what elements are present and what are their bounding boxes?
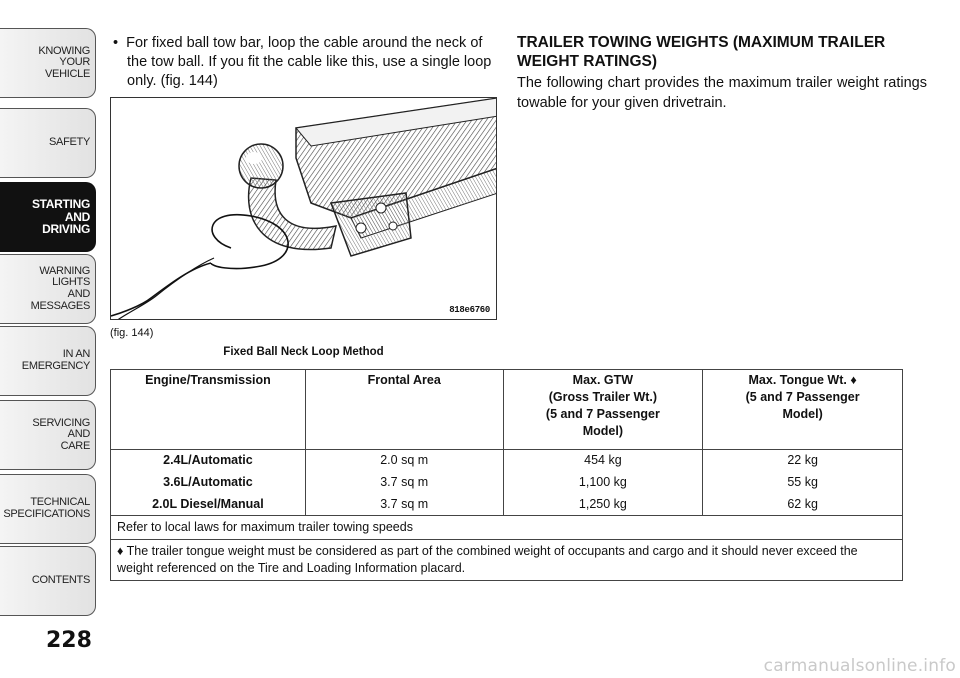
bullet-text: For fixed ball tow bar, loop the cable around the neck of the tow ball. If you fit the cable like this, use a single loop only. (fig. 144): [126, 35, 492, 89]
figure-reference: (fig. 144): [110, 327, 154, 339]
watermark: carmanualsonline.info: [763, 656, 956, 676]
instruction-bullet: [113, 34, 503, 91]
table-note-row: [111, 540, 903, 581]
note-towing-speeds: Refer to local laws for maximum trailer towing speeds: [111, 516, 903, 540]
tab-label: CONTENTS: [31, 574, 90, 587]
cell-engine: 2.0L Diesel/Manual: [111, 494, 306, 516]
table-row: [111, 472, 903, 494]
table-row: [111, 494, 903, 516]
bullet-mark: •: [113, 35, 119, 51]
tab-in-an-emergency[interactable]: [0, 326, 96, 396]
header-max-tongue-weight: Max. Tongue Wt. ♦ (5 and 7 Passenger Model): [703, 370, 903, 450]
tab-label: IN AN EMERGENCY: [21, 348, 90, 372]
cell-frontal-area: 3.7 sq m: [305, 494, 503, 516]
table-row: [111, 450, 903, 472]
tab-servicing-and-care[interactable]: [0, 400, 96, 470]
tab-warning-lights[interactable]: [0, 254, 96, 324]
tab-label: TECHNICAL SPECIFICATIONS: [3, 496, 90, 520]
header-max-gtw: Max. GTW (Gross Trailer Wt.) (5 and 7 Passenger Model): [503, 370, 703, 450]
cell-tongue-weight: 22 kg: [703, 450, 903, 472]
tab-label: KNOWING YOUR VEHICLE: [38, 44, 90, 80]
note-tongue-weight: ♦ The trailer tongue weight must be considered as part of the combined weight of occupants and cargo and it should never exceed the weight referenced on the Tire and Loading Information placard.: [111, 540, 903, 581]
cell-max-gtw: 454 kg: [503, 450, 703, 472]
cell-frontal-area: 3.7 sq m: [305, 472, 503, 494]
header-engine-transmission: Engine/Transmission: [111, 370, 306, 450]
cell-frontal-area: 2.0 sq m: [305, 450, 503, 472]
tab-label: WARNING LIGHTS AND MESSAGES: [30, 264, 90, 312]
cell-engine: 3.6L/Automatic: [111, 472, 306, 494]
tab-contents[interactable]: [0, 546, 96, 616]
page-number: 228: [46, 628, 92, 653]
tab-knowing-your-vehicle[interactable]: [0, 28, 96, 98]
cell-engine: 2.4L/Automatic: [111, 450, 306, 472]
figure-code: 818e6760: [449, 305, 490, 315]
tow-ball-figure: [110, 97, 497, 320]
cell-max-gtw: 1,250 kg: [503, 494, 703, 516]
cell-tongue-weight: 55 kg: [703, 472, 903, 494]
cell-tongue-weight: 62 kg: [703, 494, 903, 516]
towing-weights-table: [110, 369, 903, 581]
section-intro: The following chart provides the maximum trailer weight ratings towable for your given drivetrain.: [517, 75, 927, 111]
section-heading: TRAILER TOWING WEIGHTS (MAXIMUM TRAILER WEIGHT RATINGS): [517, 34, 886, 70]
tab-starting-and-driving[interactable]: [0, 182, 96, 252]
tab-label: STARTING AND DRIVING: [31, 197, 90, 237]
tab-label: SAFETY: [49, 136, 90, 149]
figure-caption: Fixed Ball Neck Loop Method: [223, 346, 384, 358]
tab-technical-specifications[interactable]: [0, 474, 96, 544]
tab-label: SERVICING AND CARE: [32, 416, 90, 452]
table-header-row: [111, 370, 903, 450]
table-note-row: [111, 516, 903, 540]
cell-max-gtw: 1,100 kg: [503, 472, 703, 494]
tab-safety[interactable]: [0, 108, 96, 178]
tow-ball-illustration: [111, 98, 497, 320]
header-frontal-area: Frontal Area: [305, 370, 503, 450]
